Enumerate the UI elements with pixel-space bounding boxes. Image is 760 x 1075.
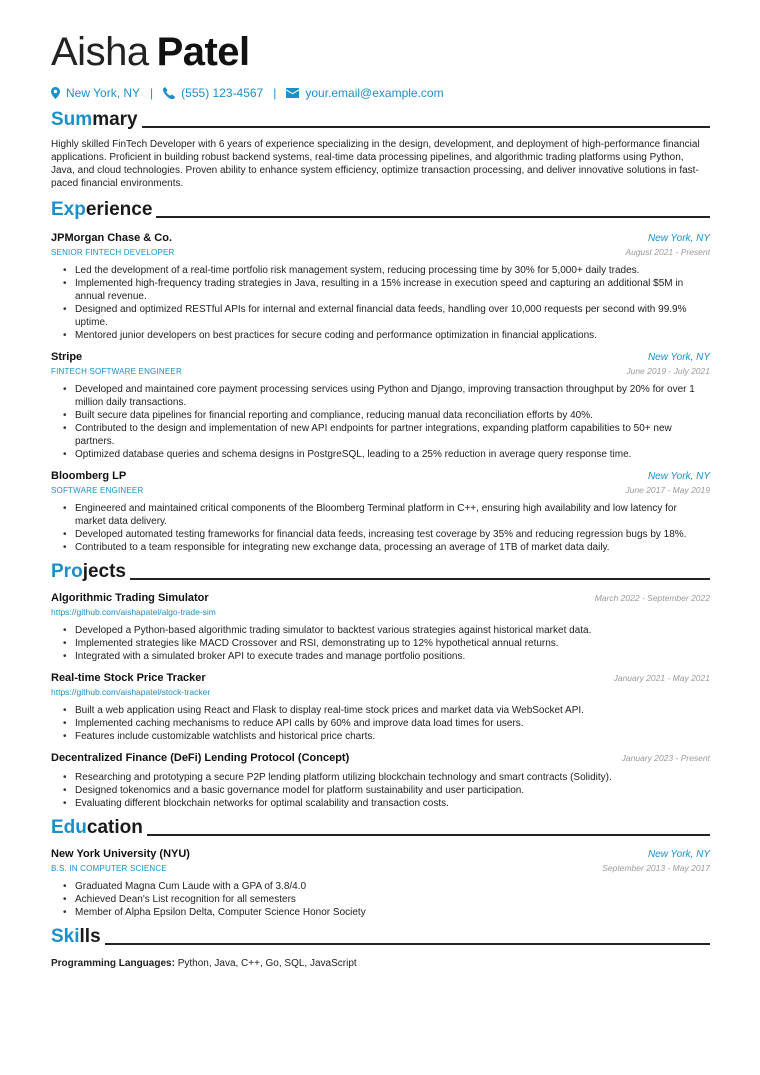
phone-text: (555) 123-4567 [181, 86, 264, 100]
bullet-item: • Engineered and maintained critical components of the Bloomberg Terminal platform in C++, ensuring high availability and low latency for market data delivery. [63, 502, 710, 528]
summary-text: Highly skilled FinTech Developer with 6 years of experience specializing in the design, development, and deployment of high-performance financial applications. Proficient in building robust backend systems, real-time data processing pipelines, and algorithmic trading platforms using Python, Java, and cloud technologies. Proven ability to enhance system efficiency, optimize transaction processing, and deliver innovative solutions in fast-paced financial environments. [51, 139, 700, 189]
job-title: SENIOR FINTECH DEVELOPER [51, 248, 175, 257]
bullet-item: • Optimized database queries and schema designs in PostgreSQL, leading to a 25% reduction in average query response time. [63, 448, 710, 461]
envelope-icon [286, 88, 299, 98]
skills-heading-rest: lls [79, 926, 101, 947]
job-location: New York, NY [647, 352, 710, 363]
first-name: Aisha [51, 30, 149, 74]
job-title: FINTECH SOFTWARE ENGINEER [51, 367, 182, 376]
project-link[interactable]: https://github.com/aishapatel/stock-tracker [51, 687, 211, 697]
education-entry [51, 847, 710, 919]
experience-heading-accent: Exp [51, 199, 86, 220]
section-rule [105, 943, 710, 945]
section-rule [147, 834, 710, 836]
summary-heading [51, 108, 710, 132]
project-entry [51, 671, 710, 743]
skills-heading [51, 925, 710, 949]
full-name [51, 30, 710, 74]
experience-heading [51, 198, 710, 222]
education-dates: September 2013 - May 2017 [602, 863, 710, 873]
degree: B.S. IN COMPUTER SCIENCE [51, 864, 167, 873]
job-dates: June 2017 - May 2019 [625, 485, 710, 495]
location-text: New York, NY [66, 86, 141, 100]
bullet-item: • Mentored junior developers on best practices for secure coding and performance optimization in financial applications. [63, 329, 710, 342]
bullet-item: • Features include customizable watchlists and historical price charts. [63, 730, 710, 743]
section-rule [130, 578, 710, 580]
experience-entry [51, 469, 710, 554]
summary-heading-rest: mary [92, 109, 138, 130]
project-link[interactable]: https://github.com/aishapatel/algo-trade-sim [51, 607, 216, 617]
bullet-item: • Contributed to a team responsible for integrating new exchange data, processing an average of 1TB of market data daily. [63, 541, 710, 554]
contact-email[interactable] [286, 84, 443, 102]
summary-heading-accent: Sum [51, 109, 93, 130]
bullet-item: • Evaluating different blockchain networks for optimal scalability and transaction costs. [63, 797, 710, 810]
skill-category-value: Python, Java, C++, Go, SQL, JavaScript [177, 958, 357, 969]
company-name: Stripe [51, 351, 83, 363]
bullet-item: • Integrated with a simulated broker API to execute trades and manage portfolio positions. [63, 650, 710, 663]
skill-category-label: Programming Languages: [51, 958, 175, 969]
bullet-item: • Designed and optimized RESTful APIs for internal and external financial data feeds, handling over 10,000 requests per second with 99.9% uptime. [63, 303, 710, 329]
experience-heading-rest: erience [85, 199, 153, 220]
section-rule [142, 126, 710, 128]
education-heading-accent: Edu [51, 817, 87, 838]
phone-icon [163, 87, 175, 99]
job-dates: June 2019 - July 2021 [626, 366, 710, 376]
bullet-item: • Developed automated testing frameworks for financial data feeds, increasing test coverage by 35% and reducing regression bugs by 18%. [63, 528, 710, 541]
education-heading [51, 816, 710, 840]
bullet-list [63, 502, 710, 554]
bullet-list [63, 383, 710, 461]
project-dates: January 2021 - May 2021 [613, 673, 710, 683]
job-dates: August 2021 - Present [625, 247, 710, 257]
map-marker-icon [51, 87, 60, 99]
bullet-list [63, 704, 710, 743]
experience-entry [51, 350, 710, 461]
bullet-item: • Member of Alpha Epsilon Delta, Computer Science Honor Society [63, 906, 710, 919]
job-location: New York, NY [647, 233, 710, 244]
bullet-item: • Built secure data pipelines for financial reporting and compliance, reducing manual data reconciliation efforts by 40%. [63, 409, 710, 422]
projects-heading-rest: jects [82, 561, 126, 582]
skills-heading-accent: Ski [51, 926, 80, 947]
bullet-item: • Achieved Dean's List recognition for all semesters [63, 893, 710, 906]
bullet-item: • Researching and prototyping a secure P2P lending platform utilizing blockchain technology and smart contracts (Solidity). [63, 771, 710, 784]
bullet-list [63, 771, 710, 810]
job-title: SOFTWARE ENGINEER [51, 486, 144, 495]
project-name: Algorithmic Trading Simulator [51, 592, 209, 604]
company-name: JPMorgan Chase & Co. [51, 232, 173, 244]
bullet-item: • Graduated Magna Cum Laude with a GPA of 3.8/4.0 [63, 880, 710, 893]
job-location: New York, NY [647, 471, 710, 482]
bullet-item: • Implemented strategies like MACD Crossover and RSI, demonstrating up to 12% hypothetical annual returns. [63, 637, 710, 650]
projects-heading-accent: Pro [51, 561, 83, 582]
bullet-item: • Implemented caching mechanisms to reduce API calls by 60% and improve data load times for users. [63, 717, 710, 730]
bullet-list [63, 264, 710, 342]
project-dates: March 2022 - September 2022 [594, 593, 710, 603]
bullet-item: • Designed tokenomics and a basic governance model for platform sustainability and user participation. [63, 784, 710, 797]
contact-line [51, 84, 710, 102]
email-text: your.email@example.com [305, 86, 444, 100]
bullet-item: • Developed and maintained core payment processing services using Python and Django, improving transaction throughput by 20% for over 1 million daily transactions. [63, 383, 710, 409]
project-dates: January 2023 - Present [621, 753, 710, 763]
school-name: New York University (NYU) [51, 848, 190, 860]
project-name: Real-time Stock Price Tracker [51, 672, 206, 684]
education-heading-rest: cation [86, 817, 143, 838]
bullet-item: • Led the development of a real-time portfolio risk management system, reducing processing time by 30% for 5,000+ daily trades. [63, 264, 710, 277]
company-name: Bloomberg LP [51, 470, 127, 482]
bullet-list [63, 880, 710, 919]
contact-location [51, 84, 140, 102]
projects-heading [51, 560, 710, 584]
bullet-item: • Contributed to the design and implementation of new API endpoints for partner integrations, expanding platform capabilities to 50+ new partners. [63, 422, 710, 448]
school-location: New York, NY [647, 849, 710, 860]
last-name: Patel [156, 30, 250, 74]
bullet-item: • Developed a Python-based algorithmic trading simulator to backtest various strategies against historical market data. [63, 624, 710, 637]
contact-phone[interactable] [163, 84, 263, 102]
bullet-list [63, 624, 710, 663]
project-entry [51, 751, 710, 810]
project-entry [51, 591, 710, 663]
resume-page [51, 0, 710, 970]
bullet-item: • Built a web application using React and Flask to display real-time stock prices and market data via WebSocket API. [63, 704, 710, 717]
contact-separator: | [150, 86, 154, 100]
contact-separator: | [273, 86, 277, 100]
bullet-item: • Implemented high-frequency trading strategies in Java, resulting in a 15% increase in execution speed and capturing an additional $5M in annual revenue. [63, 277, 710, 303]
skills-line [51, 957, 710, 970]
project-name: Decentralized Finance (DeFi) Lending Protocol (Concept) [51, 752, 350, 764]
section-rule [156, 216, 710, 218]
experience-entry [51, 231, 710, 342]
